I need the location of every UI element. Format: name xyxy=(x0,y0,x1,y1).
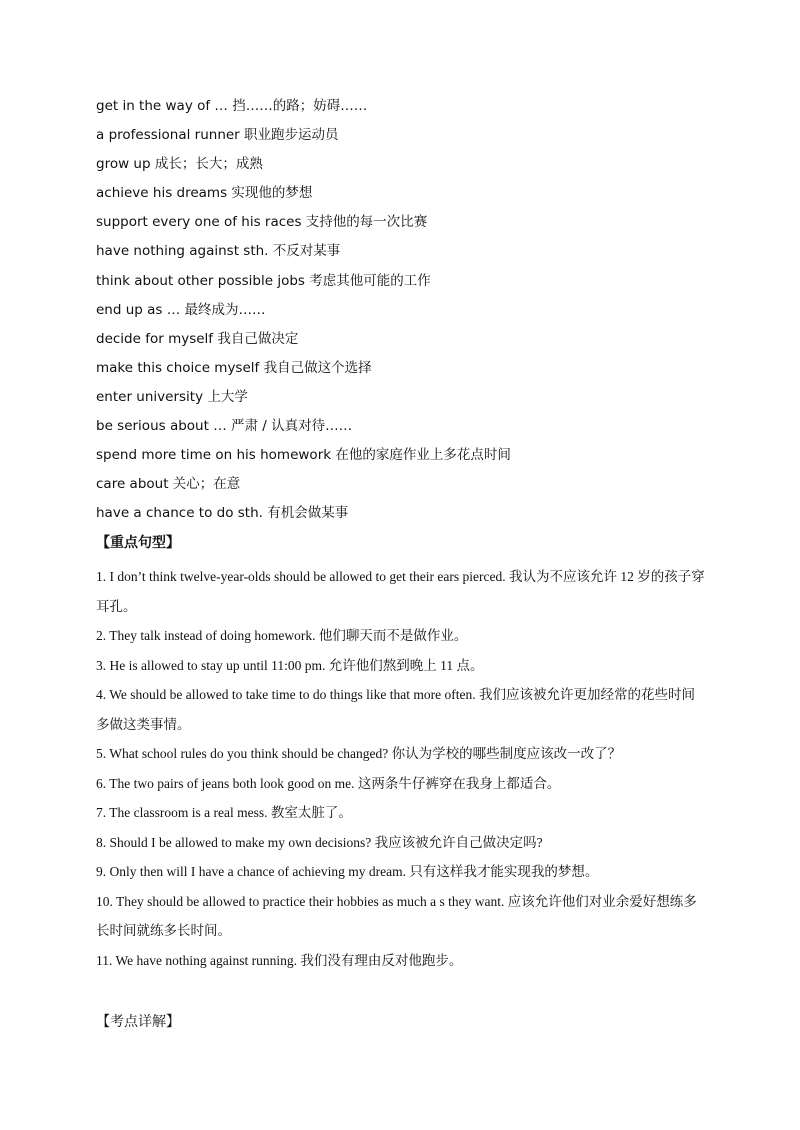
key-sentence-item: 5. What school rules do you think should be changed? 你认为学校的哪些制度应该改一改了？ xyxy=(96,746,622,761)
key-sentence-item: 6. The two pairs of jeans both look good on me. 这两条牛仔裤穿在我身上都适合。 xyxy=(96,775,561,791)
phrase-item: have a chance to do sth. 有机会做某事 xyxy=(96,505,349,522)
phrase-item: care about 关心；在意 xyxy=(96,476,241,493)
phrase-item: have nothing against sth. 不反对某事 xyxy=(96,243,341,260)
phrase-item: grow up 成长；长大；成熟 xyxy=(96,156,263,173)
phrase-list xyxy=(96,96,736,532)
key-sentence-item: 7. The classroom is a real mess. 教室太脏了。 xyxy=(96,805,352,820)
phrase-item: achieve his dreams 实现他的梦想 xyxy=(96,185,313,202)
phrase-item: spend more time on his homework 在他的家庭作业上多花点时间 xyxy=(96,447,511,464)
key-sentence-item: 4. We should be allowed to take time to do things like that more often. 我们应该被允许更加经常的花些时间多做这类事情。 xyxy=(96,687,695,732)
phrase-item: make this choice myself 我自己做这个选择 xyxy=(96,359,372,376)
key-sentence-item: 11. We have nothing against running. 我们没有理由反对他跑步。 xyxy=(96,952,463,968)
key-sentence-item: 10. They should be allowed to practice their hobbies as much a s they want. 应该允许他们对业余爱好想练多长时间就练多长时间。 xyxy=(96,893,697,938)
exam-points-heading: 【考点详解】 xyxy=(96,1014,180,1030)
key-sentence-item: 9. Only then will I have a chance of achieving my dream. 只有这样我才能实现我的梦想。 xyxy=(96,864,599,879)
phrase-item: support every one of his races 支持他的每一次比赛 xyxy=(96,214,428,231)
key-sentence-item: 8. Should I be allowed to make my own decisions? 我应该被允许自己做决定吗? xyxy=(96,834,543,850)
phrase-item: enter university 上大学 xyxy=(96,388,248,405)
key-sentences-heading: 【重点句型】 xyxy=(96,535,180,551)
key-sentence-item: 1. I don’t think twelve-year-olds should be allowed to get their ears pierced. 我认为不应该允许 12 岁的孩子穿耳孔。 xyxy=(96,569,705,614)
phrase-item: be serious about … 严肃 / 认真对待…… xyxy=(96,418,353,435)
phrase-item: end up as … 最终成为…… xyxy=(96,301,266,318)
key-sentence-list xyxy=(96,562,708,975)
phrase-item: think about other possible jobs 考虑其他可能的工作 xyxy=(96,272,431,289)
phrase-item: a professional runner 职业跑步运动员 xyxy=(96,127,339,144)
key-sentence-item: 2. They talk instead of doing homework. 他们聊天而不是做作业。 xyxy=(96,628,468,643)
phrase-item: get in the way of … 挡……的路；妨碍…… xyxy=(96,98,368,114)
key-sentence-item: 3. He is allowed to stay up until 11:00 pm. 允许他们熬到晚上 11 点。 xyxy=(96,657,484,673)
phrase-item: decide for myself 我自己做决定 xyxy=(96,330,299,347)
